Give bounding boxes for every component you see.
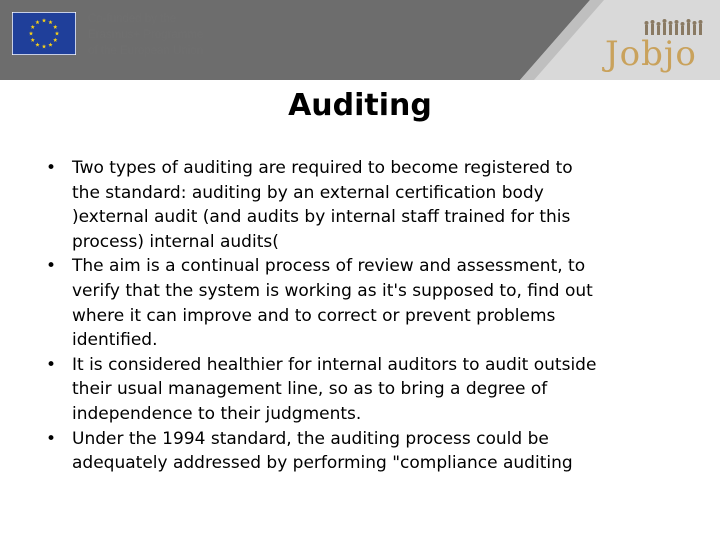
bullet-line: It is considered healthier for internal auditors to audit outside xyxy=(72,354,597,375)
eu-cofunding-text xyxy=(88,11,258,59)
eu-text-line: of the European Union xyxy=(88,45,204,57)
bullet-line: the standard: auditing by an external certification body xyxy=(72,182,544,203)
jobjo-logo xyxy=(605,17,710,79)
eu-text-line: Erasmus+ Programme xyxy=(88,29,204,41)
bullet-item xyxy=(46,254,686,352)
bullet-marker: • xyxy=(46,256,57,277)
bullet-line: where it can improve and to correct or prevent problems xyxy=(72,305,556,326)
bullet-line: their usual management line, so as to bring a degree of xyxy=(72,379,548,400)
bullet-line: process) internal audits( xyxy=(72,231,279,252)
header-banner xyxy=(0,0,720,80)
bullet-line: Under the 1994 standard, the auditing process could be xyxy=(72,428,549,449)
logo-wordmark: Jobjo xyxy=(605,34,697,74)
eu-text-line: Co-funded by the xyxy=(88,13,177,25)
bullet-line: verify that the system is working as it's supposed to, find out xyxy=(72,280,593,301)
bullet-item xyxy=(46,353,686,427)
bullet-marker: • xyxy=(46,428,57,449)
bullet-list xyxy=(46,156,686,476)
bullet-marker: • xyxy=(46,354,57,375)
bullet-line: adequately addressed by performing "compliance auditing xyxy=(72,453,573,474)
slide-title: Auditing xyxy=(288,88,432,123)
bullet-line: )external audit (and audits by internal staff trained for this xyxy=(72,207,571,228)
bullet-marker: • xyxy=(46,158,57,178)
bullet-line: identified. xyxy=(72,330,158,351)
bullet-item xyxy=(46,427,686,476)
bullet-line: Two types of auditing are required to become registered to xyxy=(72,158,573,178)
bullet-line: The aim is a continual process of review and assessment, to xyxy=(72,256,586,277)
eu-flag-icon xyxy=(12,12,76,55)
bullet-line: independence to their judgments. xyxy=(72,403,362,424)
bullet-item xyxy=(46,156,686,254)
